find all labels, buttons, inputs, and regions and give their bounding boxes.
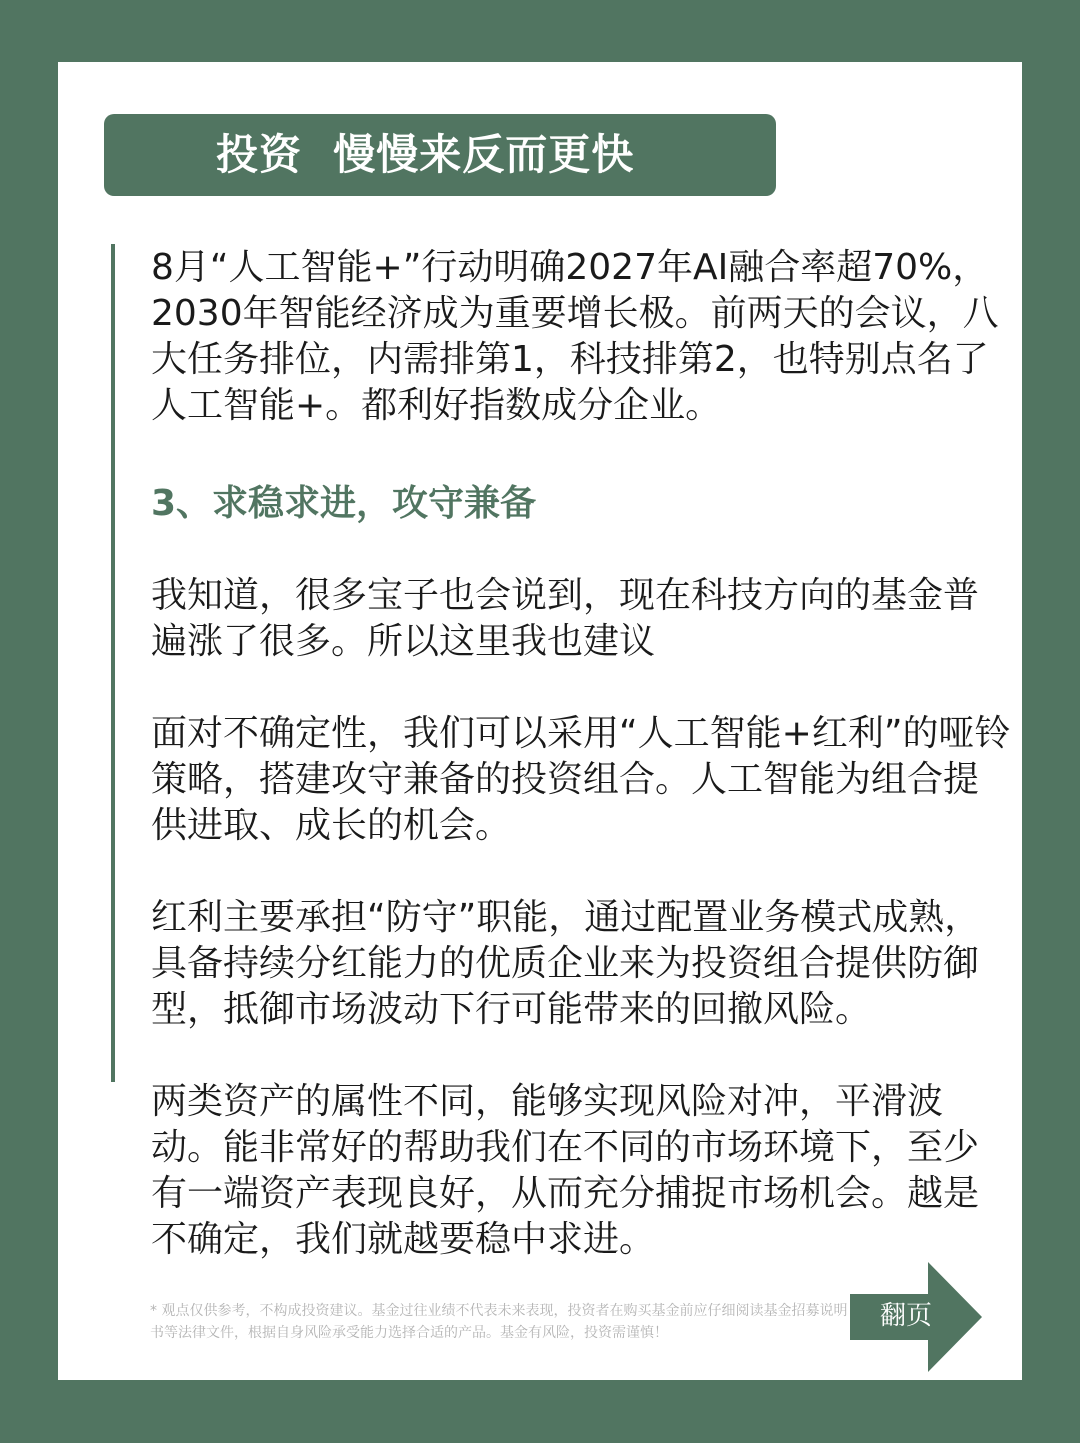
page-title: 投资 慢慢来反而更快	[104, 114, 776, 196]
next-page-label: 翻页	[880, 1301, 933, 1331]
paragraph-dividend-defense: 红利主要承担“防守”职能，通过配置业务模式成熟，具备持续分红能力的优质企业来为投资组合提供防御型，抵御市场波动下行可能带来的回撤风险。	[151, 897, 981, 1030]
article-body	[151, 245, 1011, 1263]
paragraph-ai-policy: 8月“人工智能+”行动明确2027年AI融合率超70%，2030年智能经济成为重要增长极。前两天的会议，八大任务排位，内需排第1，科技排第2，也特别点名了人工智能+。都利好指数成分企业。	[151, 247, 999, 426]
paragraph-barbell-strategy: 面对不确定性，我们可以采用“人工智能+红利”的哑铃策略，搭建攻守兼备的投资组合。人工智能为组合提供进取、成长的机会。	[151, 713, 1011, 846]
risk-disclaimer: * 观点仅供参考，不构成投资建议。基金过往业绩不代表未来表现，投资者在购买基金前应仔细阅读基金招募说明书等法律文件，根据自身风险承受能力选择合适的产品。基金有风险，投资需谨慎！	[150, 1303, 848, 1341]
paragraph-tech-funds: 我知道，很多宝子也会说到，现在科技方向的基金普遍涨了很多。所以这里我也建议	[151, 575, 980, 662]
paragraph-risk-hedge: 两类资产的属性不同，能够实现风险对冲，平滑波动。能非常好的帮助我们在不同的市场环境下，至少有一端资产表现良好，从而充分捕捉市场机会。越是不确定，我们就越要稳中求进。	[151, 1081, 980, 1260]
next-page-button[interactable]	[850, 1262, 982, 1372]
section-heading: 3、求稳求进，攻守兼备	[151, 483, 537, 524]
content-card	[58, 62, 1022, 1380]
left-accent-rule	[111, 244, 115, 1082]
